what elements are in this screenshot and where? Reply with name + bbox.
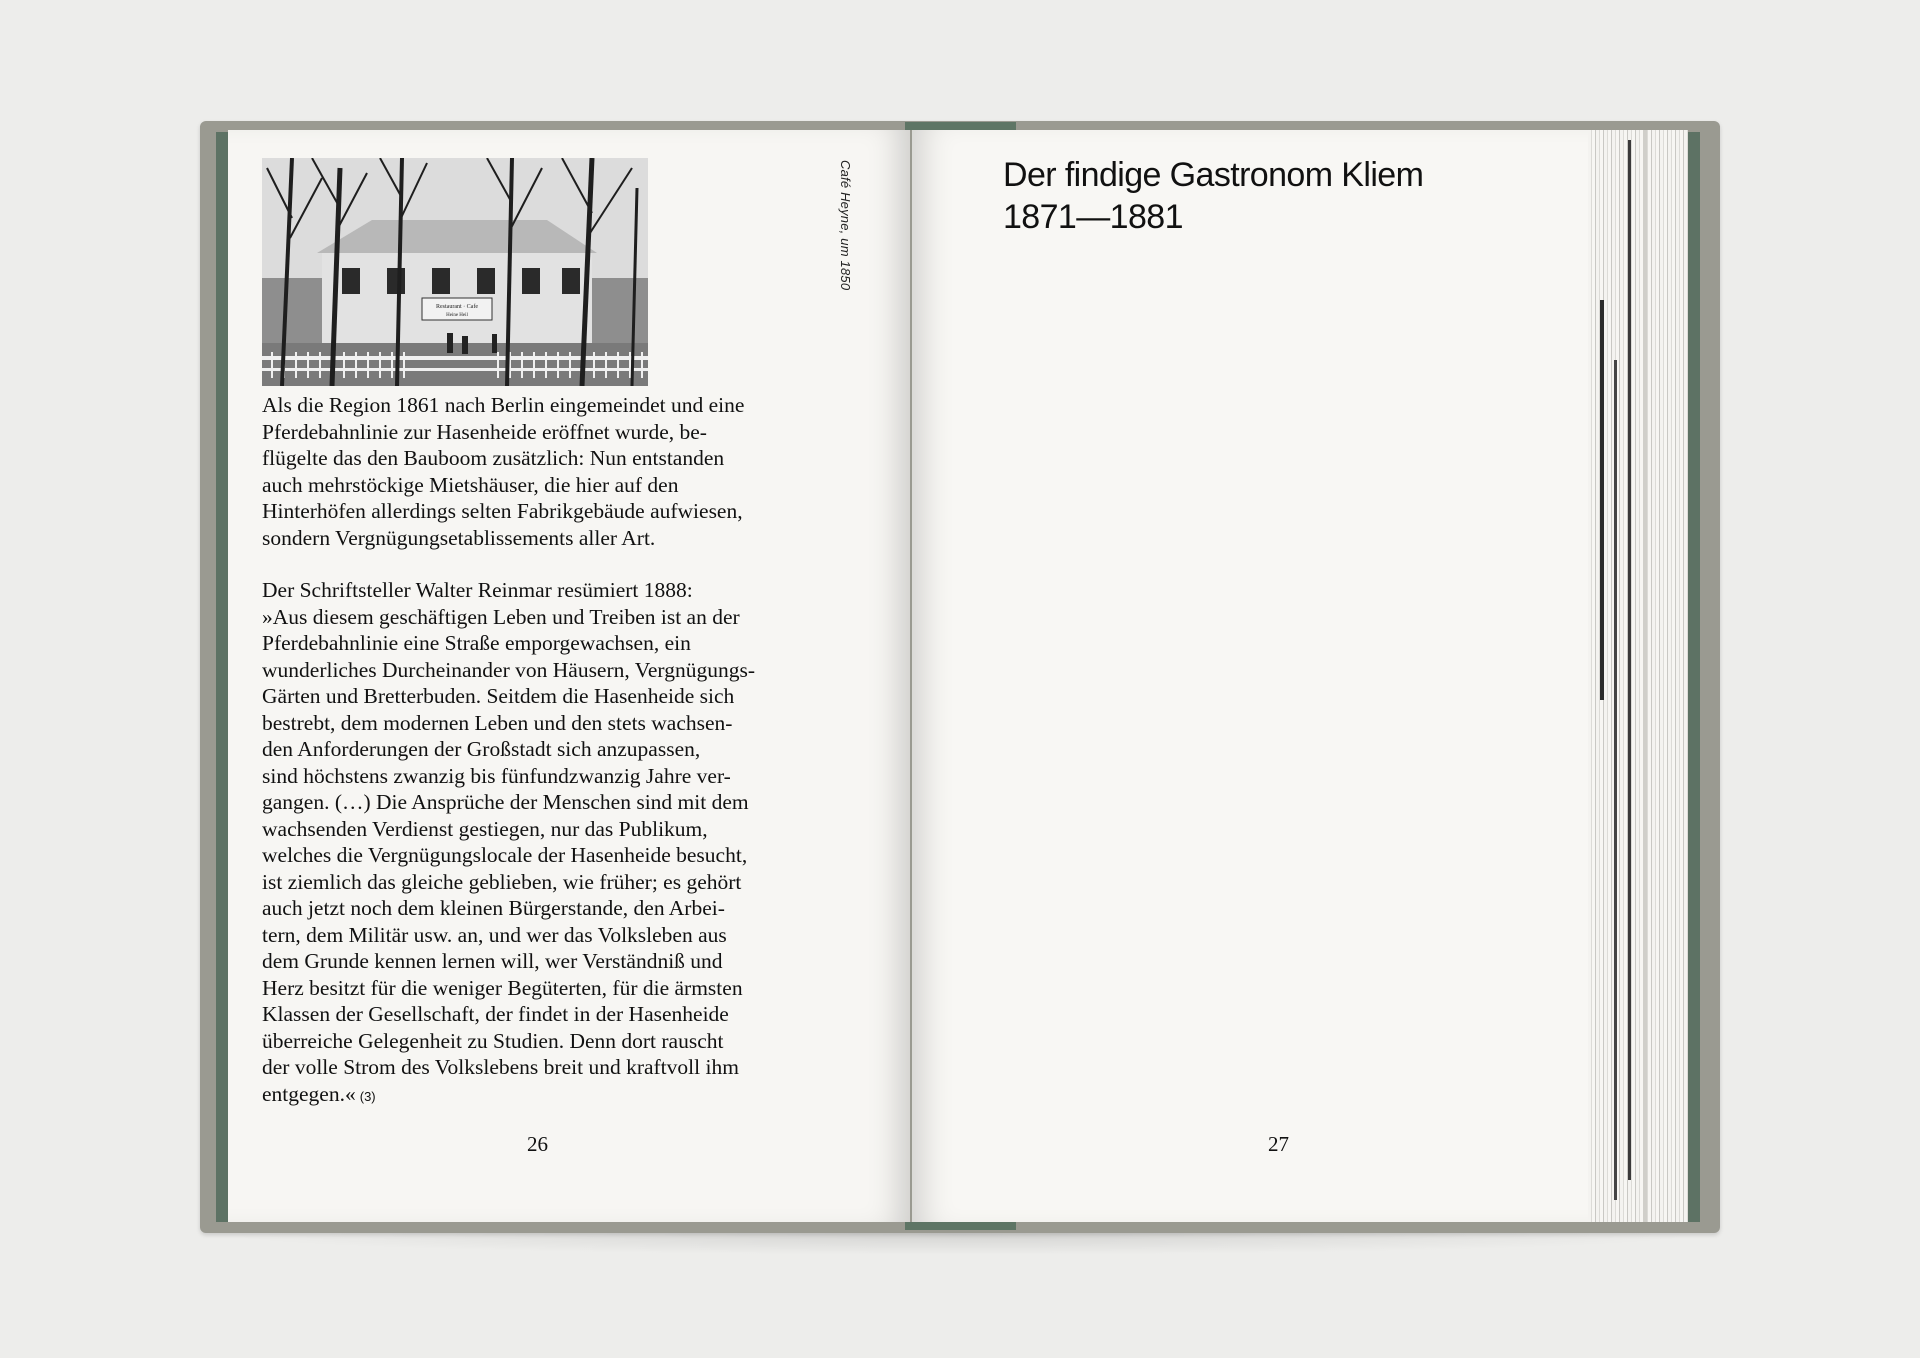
right-page	[912, 130, 1588, 1222]
page-number-left: 26	[527, 1132, 548, 1156]
paragraph-2-text: Der Schriftsteller Walter Reinmar resümiert 1888: »Aus diesem geschäftigen Leben und Treiben ist an der Pferdebahnlinie eine Straße emporgewachsen, ein wunderliches Durcheinander von Häusern, Vergnügungs- Gärten und Bretterbuden. Seitdem die Hasenheide sich bestrebt, dem modernen Leben und den stets wachsen- den Anforderungen der Großstadt sich anzupassen, sind höchstens zwanzig bis fünfundzwanzig Jahre ver- gangen. (…) Die Ansprüche der Menschen sind mit dem wachsenden Verdienst gestiegen, nur das Publikum, welches die Vergnügungslocale der Hasenheide besucht, ist ziemlich das gleiche geblieben, wie früher; es gehört auch jetzt noch dem kleinen Bürgerstande, den Arbei- tern, dem Militär usw. an, und wer das Volksleben aus dem Grunde kennen lernen will, wer Verständniß und Herz besitzt für die weniger Begüterten, für die ärmsten Klassen der Gesellschaft, der findet in der Hasenheide überreiche Gelegenheit zu Studien. Denn dort rauscht der volle Strom des Volkslebens breit und kraftvoll ihm entgegen.«	[262, 578, 755, 1106]
photo-sign-line-1: Restaurant · Cafe	[436, 304, 478, 310]
endpaper-right	[1688, 132, 1700, 1222]
page-fore-edge	[1588, 130, 1688, 1222]
thumb-index-mark	[1600, 630, 1604, 690]
footnote-reference: (3)	[359, 1088, 376, 1104]
spine-band-top	[905, 122, 1016, 130]
thumb-index-mark	[1614, 360, 1617, 1200]
page-edge-line	[1643, 130, 1647, 1222]
spine-band-bottom	[905, 1222, 1016, 1230]
chapter-title: Der findige Gastronom Kliem	[1003, 156, 1424, 194]
chapter-heading	[1003, 154, 1563, 238]
paragraph-1: Als die Region 1861 nach Berlin eingemeindet und eine Pferdebahnlinie zur Hasenheide eröffnet wurde, be- flügelte das den Bauboom zusätzlich: Nun entstanden auch mehrstöckige Mietshäuser, die hier auf den Hinterhöfen allerdings selten Fabrikgebäude aufwiesen, sondern Vergnügungsetablissements aller Art.	[262, 393, 745, 550]
photo-sign-line-2: Heine Heil	[446, 313, 468, 318]
left-page-body	[262, 392, 822, 1110]
photo-caption: Café Heyne, um 1850	[838, 160, 853, 291]
paragraph-2	[262, 577, 822, 1110]
chapter-years: 1871—1881	[1003, 198, 1183, 236]
endpaper-left	[216, 132, 228, 1222]
thumb-index-mark	[1628, 140, 1631, 1180]
page-number-right: 27	[1268, 1132, 1289, 1156]
cafe-heyne-photo	[262, 158, 648, 386]
